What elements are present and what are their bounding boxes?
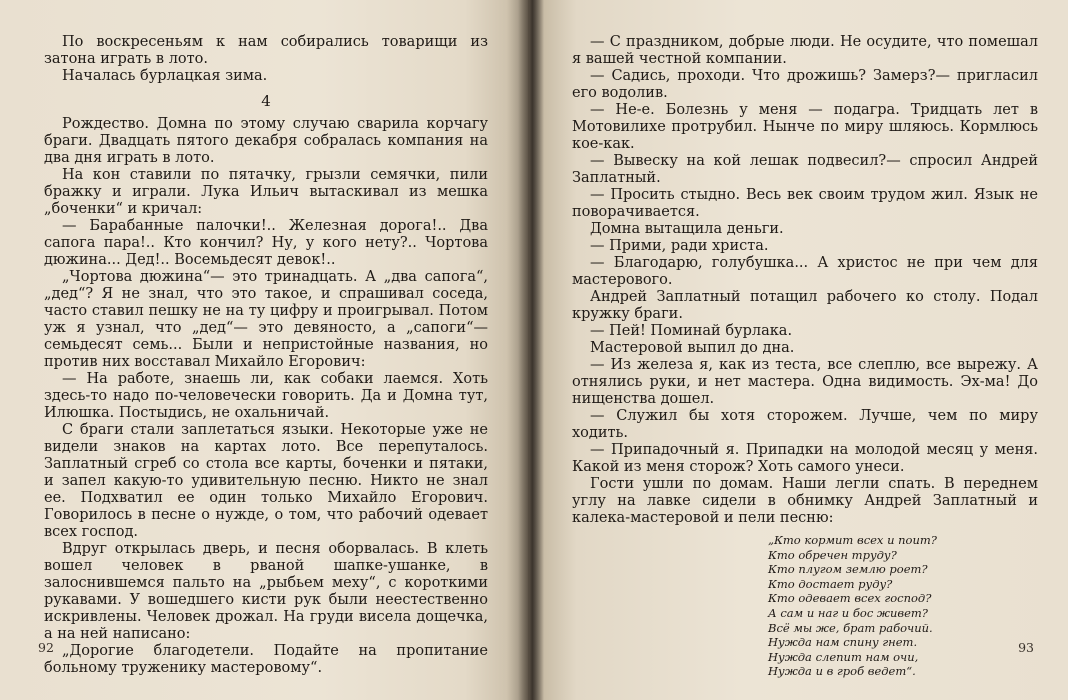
paragraph: — Вывеску на кой лешак подвесил?— спросил Андрей Заплатный.: [572, 153, 1038, 186]
paragraph: — Не-е. Болезнь у меня — подагра. Тридцать лет в Мотовилихе протрубил. Нынче по миру шляюсь. Кормлюсь кое-как.: [572, 102, 1038, 152]
paragraph: — Барабанные палочки!.. Железная дорога!.. Два сапога пара!.. Кто кончил? Ну, у кого нету?.. Чортова дюжина... Дед!.. Восемьдесят девок!..: [44, 218, 488, 268]
paragraph: — С праздником, добрые люди. Не осудите, что помешал я вашей честной компании.: [572, 34, 1038, 67]
paragraph: — Садись, проходи. Что дрожишь? Замерз?— пригласил его водолив.: [572, 68, 1038, 101]
paragraph: Вдруг открылась дверь, и песня оборвалась. В клеть вошел человек в рваной шапке-ушанке, в залоснившемся пальто на „рыбьем меху“, с короткими рукавами. У вошедшего кисти рук были неестественно искривлены. Человек дрожал. На груди висела дощечка, а на ней написано:: [44, 541, 488, 642]
song-verse: [768, 533, 1038, 679]
paragraph: — Из железа я, как из теста, все слеплю, все вырежу. А отнялись руки, и нет мастера. Одна видимость. Эх-ма! До нищенства дошел.: [572, 357, 1038, 407]
paragraph: Гости ушли по домам. Наши легли спать. В переднем углу на лавке сидели в обнимку Андрей Заплатный и калека-мастеровой и пели песню:: [572, 476, 1038, 526]
verse-line: Нужда нам спину гнет.: [768, 635, 918, 650]
paragraph: — Припадочный я. Припадки на молодой месяц у меня. Какой из меня сторож? Хоть самого унеси.: [572, 442, 1038, 475]
verse-line: Кто одевает всех господ?: [768, 591, 932, 606]
paragraph: Рождество. Домна по этому случаю сварила корчагу браги. Двадцать пятого декабря собралась компания на два дня играть в лото.: [44, 116, 488, 166]
paragraph: С браги стали заплетаться языки. Некоторые уже не видели знаков на картах лото. Все перепуталось. Заплатный сгреб со стола все карты, боченки и пятаки, и запел какую-то удивительную песню. Никто не знал ее. Подхватил ее один только Михайло Егорович. Говорилось в песне о нужде, о том, что рабочий одевает всех господ.: [44, 422, 488, 540]
left-page-text: [44, 34, 488, 677]
paragraph: Мастеровой выпил до дна.: [590, 340, 795, 356]
verse-line: Всё мы же, брат рабочий.: [768, 620, 933, 635]
paragraph: — Прими, ради христа.: [590, 238, 769, 254]
verse-line: Нужда и в гроб ведет“.: [768, 664, 916, 679]
verse-line: Кто достает руду?: [768, 576, 893, 591]
paragraph: „Чортова дюжина“— это тринадцать. А „два сапога“, „дед“? Я не знал, что это такое, и спрашивал соседа, часто ставил пешку не на ту цифру и проигрывал. Потом уж я узнал, что „дед“— это девяносто, а „сапоги“— семьдесят семь... Были и непристойные названия, но против них восставал Михайло Егорович:: [44, 269, 488, 370]
page-number-right: 93: [1018, 640, 1034, 655]
paragraph: Домна вытащила деньги.: [590, 221, 784, 237]
paragraph: Андрей Заплатный потащил рабочего ко столу. Подал кружку браги.: [572, 289, 1038, 322]
verse-line: Кто плугом землю роет?: [768, 562, 928, 577]
paragraph: — Благодарю, голубушка... А христос не при чем для мастерового.: [572, 255, 1038, 288]
paragraph: По воскресеньям к нам собирались товарищи из затона играть в лото.: [44, 34, 488, 67]
left-page: [0, 0, 528, 700]
verse-line: Кто обречен труду?: [768, 547, 897, 562]
verse-line: Нужда слепит нам очи,: [768, 649, 919, 664]
verse-line: А сам и наг и бос живет?: [768, 605, 928, 620]
paragraph: На кон ставили по пятачку, грызли семячки, пили бражку и играли. Лука Ильич вытаскивал из мешка „боченки“ и кричал:: [44, 167, 488, 217]
paragraph: — Служил бы хотя сторожем. Лучше, чем по миру ходить.: [572, 408, 1038, 441]
page-number-left: 92: [38, 640, 54, 655]
paragraph: — Пей! Поминай бурлака.: [590, 323, 793, 339]
paragraph: — На работе, знаешь ли, как собаки лаемся. Хоть здесь-то надо по-человечески говорить. Да и Домна тут, Илюшка. Постыдись, не охальничай.: [44, 371, 488, 421]
paragraph: Началась бурлацкая зима.: [62, 68, 268, 84]
paragraph: „Дорогие благодетели. Подайте на пропитание больному труженику мастеровому“.: [44, 643, 488, 676]
chapter-number: 4: [261, 92, 271, 110]
right-page-text: [572, 34, 1038, 679]
paragraph: — Просить стыдно. Весь век своим трудом жил. Язык не поворачивается.: [572, 187, 1038, 220]
verse-line: „Кто кормит всех и поит?: [768, 533, 937, 547]
right-page: [528, 0, 1068, 700]
